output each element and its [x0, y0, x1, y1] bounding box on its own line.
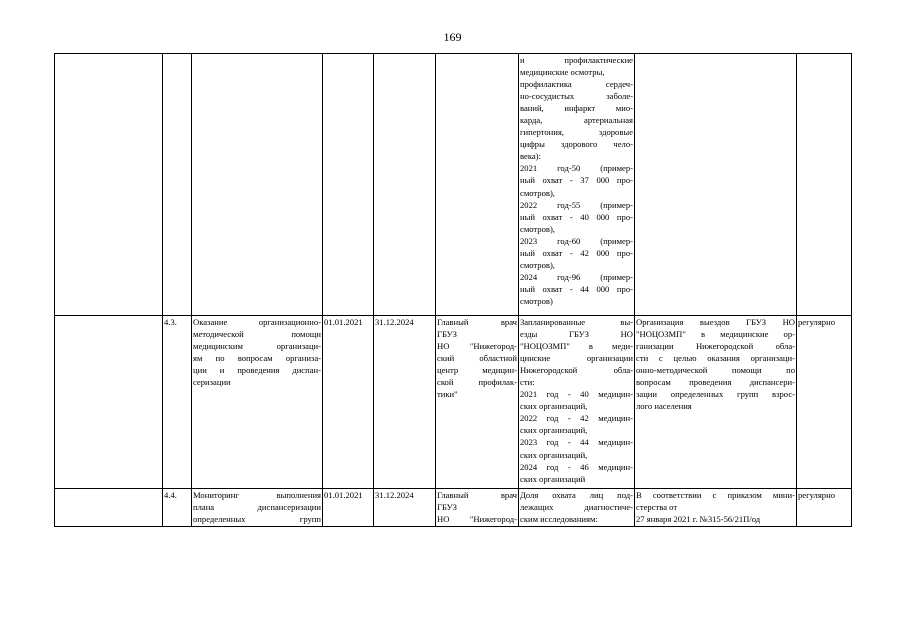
cell-text-line: но-сосудистых заболе-	[520, 91, 633, 102]
cell-text-line: профилактика сердеч-	[520, 79, 633, 90]
cell-text-line: 2021 год-50 (пример-	[520, 163, 633, 174]
cell-text-line: определенных групп	[193, 514, 321, 525]
cell-text-line: смотров),	[520, 259, 555, 270]
cell-text-line: и профилактические	[520, 55, 633, 65]
end-date-cell	[374, 54, 436, 316]
cell-text-line: "НОЦОЗМП" в меди-	[520, 341, 633, 352]
executor-cell	[436, 54, 519, 316]
cell-text-line: Главный врач	[437, 317, 517, 327]
cell-text-line: лежащих диагностиче-	[520, 502, 633, 513]
cell-text-line: ный охват - 42 000 про-	[520, 247, 633, 258]
measure-title-cell	[192, 489, 323, 527]
table-row	[55, 489, 852, 527]
cell-text-line: лого населения	[636, 401, 692, 412]
indicator-cell	[519, 54, 635, 316]
cell-text-line: ции и проведения диспан-	[193, 365, 321, 376]
cell-text-line: 2021 год - 40 медицин-	[520, 389, 633, 400]
start-date-cell: 01.01.2021	[323, 316, 374, 489]
result-cell	[635, 489, 797, 527]
cell-text-line: Главный врач	[437, 490, 517, 500]
cell-text-line: "НОЦОЗМП" в медицинские ор-	[636, 329, 795, 340]
cell-text-line: центр медицин-	[437, 365, 517, 376]
cell-text-line: ских организаций,	[520, 449, 588, 460]
cell-text-line: смотров)	[520, 295, 553, 306]
cell-text-line: карда, артериальная	[520, 115, 633, 126]
cell-text-line: смотров),	[520, 187, 555, 198]
executor-cell	[436, 316, 519, 489]
cell-text-line: зации определенных групп взрос-	[636, 389, 795, 400]
cell-text-line: ских организаций	[520, 473, 586, 484]
result-cell	[635, 316, 797, 489]
cell-text-line: ям по вопросам организа-	[193, 353, 321, 364]
cell-text-line: Доля охвата лиц под-	[520, 490, 633, 500]
cell-text-line: сти:	[520, 377, 535, 388]
cell-text-line: ГБУЗ	[437, 329, 457, 340]
cell-text-line: Оказание организационно-	[193, 317, 321, 327]
end-date-cell: 31.12.2024	[374, 489, 436, 527]
cell-text-line: ваний, инфаркт мио-	[520, 103, 633, 114]
cell-text-line: НО "Нижегород-	[437, 514, 517, 525]
cell-text-line: ный охват - 44 000 про-	[520, 283, 633, 294]
periodicity-cell: регулярно	[797, 316, 852, 489]
cell-text-line: Нижегородской обла-	[520, 365, 633, 376]
cell-text-line: 2024 год - 46 медицин-	[520, 461, 633, 472]
cell-text-line: 2023 год - 44 медицин-	[520, 437, 633, 448]
cell-text-line: тики"	[437, 389, 458, 400]
cell-text-line: вопросам проведения диспансери-	[636, 377, 795, 388]
cell-text-line: 2022 год-55 (пример-	[520, 199, 633, 210]
cell-text-line: ный охват - 37 000 про-	[520, 175, 633, 186]
cell-text-line: цинские организации	[520, 353, 633, 364]
start-date-cell	[323, 54, 374, 316]
cell-text-line: ГБУЗ	[437, 502, 457, 513]
indicator-cell	[519, 489, 635, 527]
empty-cell	[55, 54, 163, 316]
item-number-cell: 4.4.	[163, 489, 192, 527]
page-number: 169	[443, 30, 462, 44]
cell-text-line: 2023 год-60 (пример-	[520, 235, 633, 246]
cell-text-line: 2024 год-96 (пример-	[520, 271, 633, 282]
cell-text-line: 27 января 2021 г. №315-56/21П/од	[636, 514, 761, 525]
measure-title-cell	[192, 54, 323, 316]
item-number-cell	[163, 54, 192, 316]
item-number-cell: 4.3.	[163, 316, 192, 489]
indicator-cell	[519, 316, 635, 489]
measure-title-cell	[192, 316, 323, 489]
cell-text-line: ской профилак-	[437, 377, 517, 388]
cell-text-line: ганизации Нижегородской обла-	[636, 341, 795, 352]
cell-text-line: сти с целью оказания организаци-	[636, 353, 795, 364]
periodicity-cell: регулярно	[797, 489, 852, 527]
cell-text-line: стерства от	[636, 502, 678, 513]
cell-text-line: методической помощи	[193, 329, 321, 340]
cell-text-line: езды ГБУЗ НО	[520, 329, 633, 340]
cell-text-line: плана диспансеризации	[193, 502, 321, 513]
end-date-cell: 31.12.2024	[374, 316, 436, 489]
periodicity-cell	[797, 54, 852, 316]
result-cell	[635, 54, 797, 316]
empty-cell	[55, 489, 163, 527]
cell-text-line: ских организаций,	[520, 401, 588, 412]
start-date-cell: 01.01.2021	[323, 489, 374, 527]
cell-text-line: ский областной	[437, 353, 517, 364]
cell-text-line: онно-методической помощи по	[636, 365, 795, 376]
cell-text-line: серизации	[193, 377, 231, 388]
empty-cell	[55, 316, 163, 489]
cell-text-line: ских организаций,	[520, 425, 588, 436]
cell-text-line: цифры здорового чело-	[520, 139, 633, 150]
executor-cell	[436, 489, 519, 527]
cell-text-line: ским исследованиям:	[520, 514, 598, 525]
cell-text-line: смотров),	[520, 223, 555, 234]
cell-text-line: медицинским организаци-	[193, 341, 321, 352]
cell-text-line: гипертония, здоровые	[520, 127, 633, 138]
cell-text-line: медицинские осмотры,	[520, 67, 605, 78]
cell-text-line: ный охват - 40 000 про-	[520, 211, 633, 222]
cell-text-line: В соответствии с приказом мини-	[636, 490, 795, 500]
cell-text-line: НО "Нижегород-	[437, 341, 517, 352]
plan-table	[54, 53, 852, 527]
cell-text-line: Мониторинг выполнения	[193, 490, 321, 500]
cell-text-line: Запланированные вы-	[520, 317, 633, 327]
cell-text-line: века):	[520, 151, 541, 162]
table-row	[55, 54, 852, 316]
cell-text-line: 2022 год - 42 медицин-	[520, 413, 633, 424]
table-row	[55, 316, 852, 489]
cell-text-line: Организация выездов ГБУЗ НО	[636, 317, 795, 327]
